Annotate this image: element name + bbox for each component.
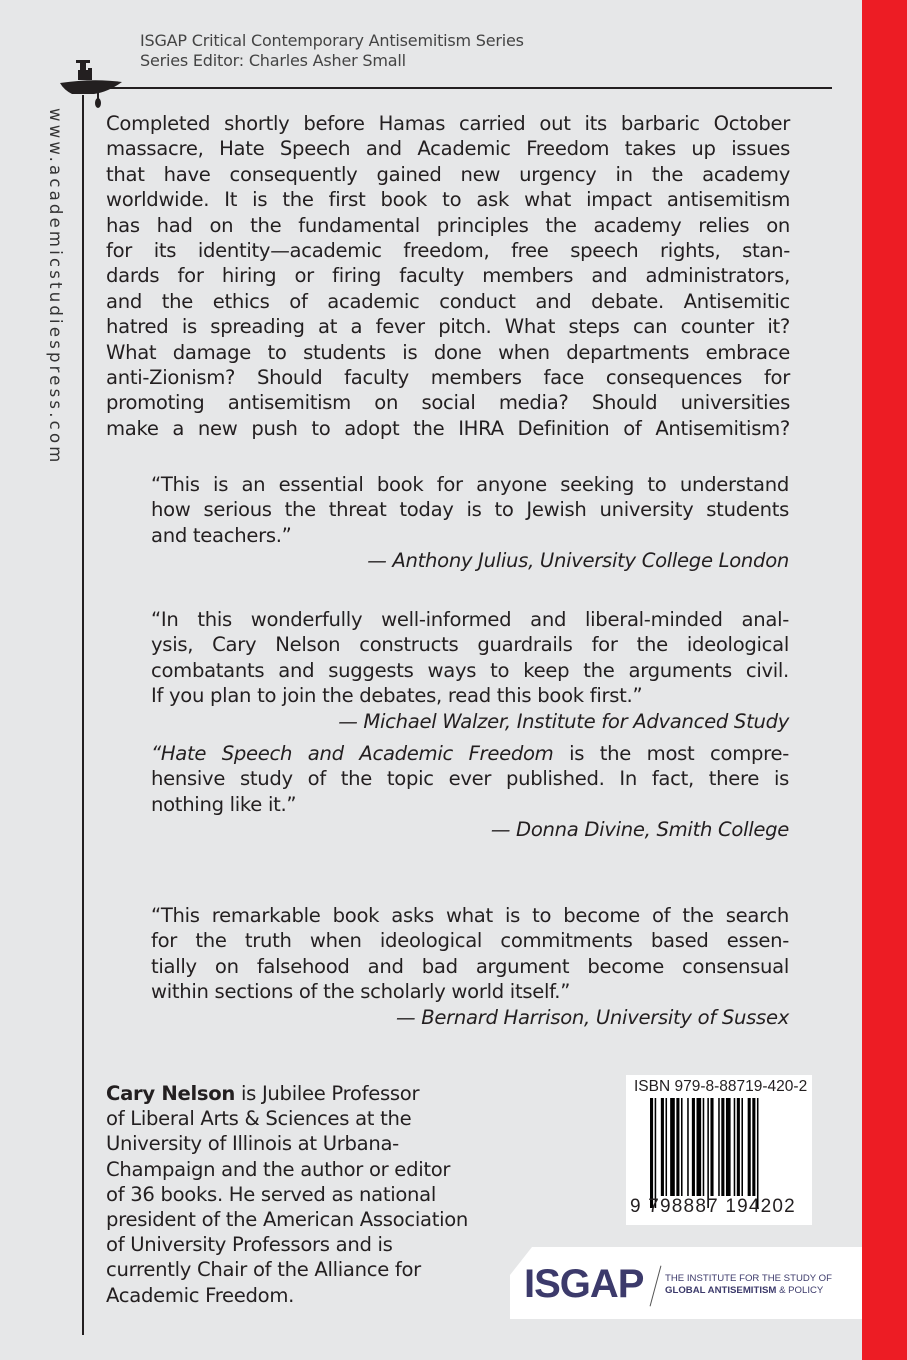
- vertical-divider: [82, 95, 84, 1335]
- barcode-bar: [757, 1098, 759, 1208]
- isgap-tagline-bold: GLOBAL ANTISEMITISM: [665, 1285, 777, 1296]
- quote-julius: [151, 472, 789, 574]
- isgap-tagline-2: [665, 1285, 823, 1296]
- description-line: make a new push to adopt the IHRA Definition of Antisemitism?: [106, 416, 790, 440]
- quote-line: is the most compre-: [553, 742, 789, 765]
- barcode-bar: [676, 1098, 679, 1196]
- description-line: hatred is spreading at a fever pitch. What steps can counter it?: [106, 315, 790, 339]
- quote-line: ysis, Cary Nelson constructs guardrails for the ideological: [151, 633, 789, 657]
- bio-line: president of the American Association: [106, 1208, 469, 1232]
- description-line: promoting antisemitism on social media? Should universities: [106, 391, 790, 415]
- bio-line: of 36 books. He served as national: [106, 1182, 437, 1206]
- quote-divine: [151, 741, 789, 843]
- description-line: worldwide. It is the first book to ask what impact antisemitism: [106, 188, 790, 212]
- barcode-bar: [666, 1098, 668, 1196]
- barcode-bar: [726, 1098, 731, 1196]
- barcode-bar: [650, 1098, 653, 1208]
- barcode-bar: [703, 1098, 705, 1196]
- isbn-barcode: [626, 1075, 812, 1225]
- quote-line: combatants and suggests ways to keep the arguments civil.: [151, 658, 789, 682]
- quote-line: nothing like it.”: [151, 792, 297, 816]
- bio-line: currently Chair of the Alliance for: [106, 1258, 421, 1282]
- barcode-bar: [734, 1098, 736, 1196]
- barcode-bar: [681, 1098, 683, 1196]
- boat-rower-logo-icon: [58, 50, 124, 110]
- series-editor: Series Editor: Charles Asher Small: [140, 51, 406, 70]
- description-line: that have consequently gained new urgency in the academy: [106, 162, 790, 186]
- isbn-text: ISBN 979-8-88719-420-2: [634, 1078, 808, 1095]
- bio-line: Champaign and the author or editor: [106, 1157, 451, 1181]
- barcode-bar: [697, 1098, 702, 1196]
- description-line: for its identity—academic freedom, free speech rights, stan-: [106, 239, 790, 263]
- description-line: anti-Zionism? Should faculty members face consequences for: [106, 366, 790, 390]
- quote-walzer: [151, 607, 789, 734]
- quote-attribution: — Bernard Harrison, University of Sussex: [396, 1005, 789, 1029]
- description-line: What damage to students is done when departments embrace: [106, 340, 790, 364]
- quote-line: If you plan to join the debates, read this book first.”: [151, 684, 643, 708]
- quote-line: within sections of the scholarly world itself.”: [151, 980, 571, 1004]
- barcode-bar: [692, 1098, 695, 1196]
- quote-attribution: — Anthony Julius, University College London: [367, 549, 789, 573]
- header-divider: [88, 87, 832, 89]
- bio-line: University of Illinois at Urbana-: [106, 1132, 399, 1156]
- quote-line: and teachers.”: [151, 523, 292, 547]
- description-line: has had on the fundamental principles the academy relies on: [106, 213, 790, 237]
- quote-line: “This is an essential book for anyone seeking to understand: [151, 473, 789, 496]
- barcode-bar: [737, 1098, 740, 1196]
- barcode-bars-icon: [650, 1098, 800, 1208]
- quote-line: tially on falsehood and bad argument become consensual: [151, 954, 789, 978]
- barcode-bar: [670, 1098, 675, 1196]
- barcode-bar: [655, 1098, 657, 1208]
- description: [106, 111, 790, 441]
- barcode-bar: [741, 1098, 743, 1196]
- bio-line: of University Professors and is: [106, 1233, 393, 1257]
- barcode-bar: [687, 1098, 689, 1196]
- author-bio: [106, 1081, 526, 1308]
- isgap-tagline-1: THE INSTITUTE FOR THE STUDY OF: [665, 1273, 833, 1284]
- bio-line: Academic Freedom.: [106, 1283, 295, 1307]
- quote-line: “In this wonderfully well-informed and liberal-minded anal-: [151, 608, 789, 631]
- description-line: and the ethics of academic conduct and debate. Antisemitic: [106, 289, 790, 313]
- quote-harrison: [151, 903, 789, 1030]
- isgap-logo: ISGAP: [524, 1262, 644, 1306]
- bio-line: of Liberal Arts & Sciences at the: [106, 1107, 412, 1131]
- barcode-bar: [661, 1098, 664, 1196]
- author-name: Cary Nelson: [106, 1082, 236, 1105]
- barcode-bar: [710, 1098, 713, 1196]
- red-spine-strip: [862, 0, 907, 1360]
- barcode-bar: [748, 1098, 751, 1196]
- barcode-bar: [721, 1098, 724, 1196]
- quote-line: “This remarkable book asks what is to become of the search: [151, 904, 789, 927]
- series-title: ISGAP Critical Contemporary Antisemitism Series: [140, 31, 524, 50]
- barcode-bar: [707, 1098, 709, 1208]
- barcode-bar: [752, 1098, 755, 1196]
- book-title-italic: “Hate Speech and Academic Freedom: [151, 742, 554, 765]
- quote-line: hensive study of the topic ever published. In fact, there is: [151, 767, 789, 791]
- quote-line: for the truth when ideological commitments based essen-: [151, 929, 789, 953]
- bio-line: is Jubilee Professor: [235, 1082, 420, 1105]
- description-line: dards for hiring or firing faculty members and administrators,: [106, 264, 790, 288]
- barcode-bar: [718, 1098, 720, 1196]
- publisher-url: www.academicstudiespress.com: [46, 108, 65, 466]
- isgap-tagline-rest: & POLICY: [776, 1285, 824, 1296]
- quote-attribution: — Michael Walzer, Institute for Advanced Study: [338, 709, 789, 733]
- description-line: Completed shortly before Hamas carried out its barbaric October: [106, 112, 790, 135]
- barcode-digits: 9 798887 194202: [630, 1196, 796, 1217]
- quote-attribution: — Donna Divine, Smith College: [490, 818, 789, 842]
- description-line: massacre, Hate Speech and Academic Freedom takes up issues: [106, 137, 790, 161]
- quote-line: how serious the threat today is to Jewish university students: [151, 498, 789, 522]
